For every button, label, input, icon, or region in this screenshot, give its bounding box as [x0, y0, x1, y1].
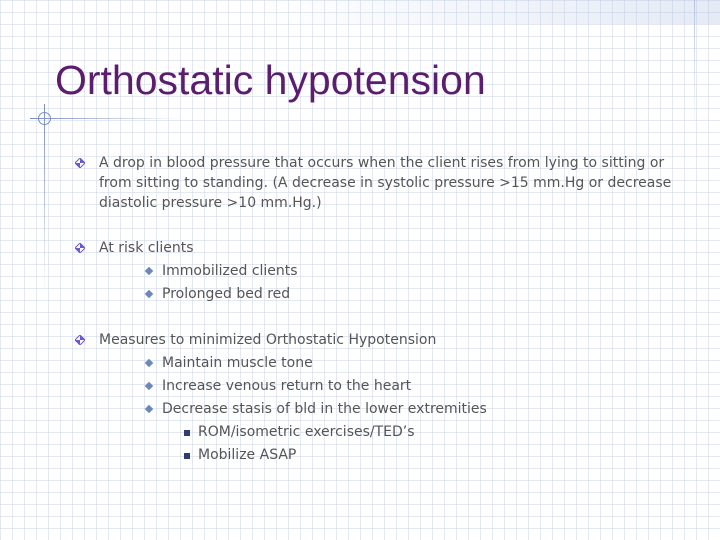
- bullet-measures: [99, 330, 436, 350]
- sub-sub-bullet-text: Mobilize ASAP: [198, 447, 297, 463]
- sub-bullet: [162, 261, 298, 281]
- sub-bullet-text: Immobilized clients: [162, 263, 298, 279]
- bullet-definition-text: A drop in blood pressure that occurs when the client rises from lying to sitting or from sitting to standing. (A decrease in systolic pressure >15 mm.Hg or decrease diastolic pressure >10 mm.Hg.): [99, 155, 672, 211]
- square-bullet-icon: [184, 453, 190, 459]
- bullet-at-risk: [99, 238, 194, 258]
- diamond-bullet-icon: [75, 243, 85, 253]
- square-bullet-icon: [184, 430, 190, 436]
- decor-rule-horizontal: [30, 118, 180, 119]
- sub-sub-bullet: [198, 422, 415, 442]
- small-diamond-bullet-icon: [145, 267, 153, 275]
- decor-rule-vertical: [44, 104, 45, 294]
- diamond-bullet-icon: [75, 158, 85, 168]
- decor-rule-right: [694, 0, 695, 130]
- bullet-at-risk-text: At risk clients: [99, 240, 194, 256]
- corner-tint: [260, 0, 720, 24]
- sub-bullet-text: Prolonged bed red: [162, 286, 291, 302]
- sub-bullet: [162, 284, 290, 304]
- small-diamond-bullet-icon: [145, 405, 153, 413]
- small-diamond-bullet-icon: [145, 382, 153, 390]
- sub-sub-bullet: [198, 445, 296, 465]
- small-diamond-bullet-icon: [145, 290, 153, 298]
- sub-bullet: [162, 376, 411, 396]
- small-diamond-bullet-icon: [145, 359, 153, 367]
- sub-bullet-text: Decrease stasis of bld in the lower extremities: [162, 401, 487, 417]
- sub-bullet-text: Increase venous return to the heart: [162, 378, 412, 394]
- decor-circle: [38, 112, 51, 125]
- sub-bullet: [162, 399, 487, 419]
- slide-title: Orthostatic hypotension: [55, 57, 486, 103]
- diamond-bullet-icon: [75, 335, 85, 345]
- sub-sub-bullet-text: ROM/isometric exercises/TED’s: [198, 424, 415, 440]
- bullet-definition: [99, 153, 679, 213]
- bullet-measures-text: Measures to minimized Orthostatic Hypotension: [99, 332, 437, 348]
- sub-bullet: [162, 353, 313, 373]
- sub-bullet-text: Maintain muscle tone: [162, 355, 313, 371]
